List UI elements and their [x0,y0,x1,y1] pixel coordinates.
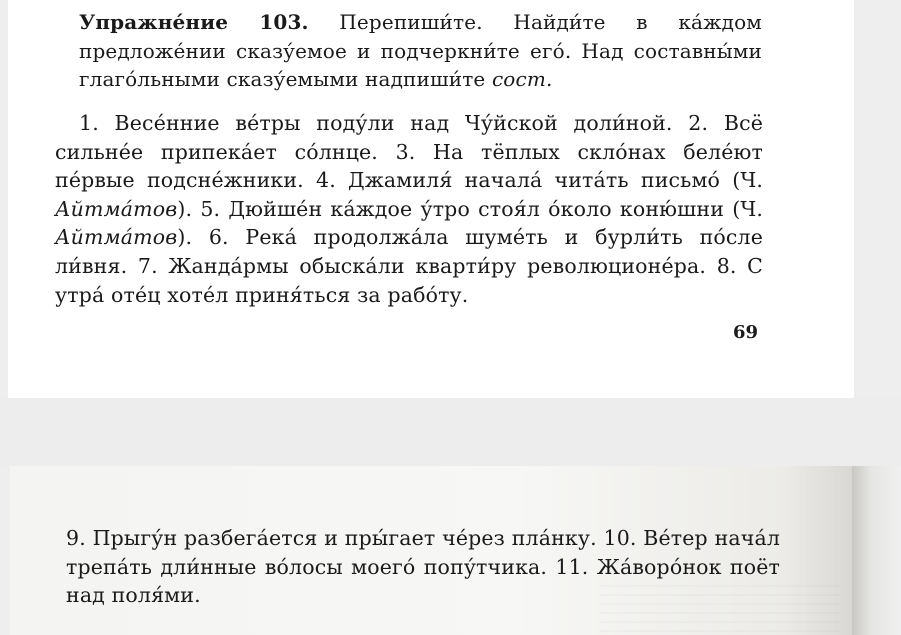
exercise-task-text: Перепиши́те. Найди́те в ка́ждом предложе́нии сказу́емое и подчеркни́те его́. Над составны́ми глаго́льными сказу́емыми надпиши́те [79,10,762,91]
sentence-5-author: Айтма́тов [55,225,178,250]
sentence-9: 9. Прыгу́н разбега́ется и пры́гает че́рез пла́нку. [66,526,597,550]
sentences-block-top [55,109,763,309]
sentence-11: 11. Жа́воро́нок поёт над поля́ми. [66,554,781,608]
page-binding-edge [852,466,901,635]
sentence-10: 10. Ве́тер нача́л трепа́ть дли́нные во́лосы моего́ попу́тчика. [66,526,780,579]
sentence-6: 6. Река́ продолжа́ла шуме́ть и бурли́ть по́сле ли́вня. [55,225,763,278]
page-number: 69 [733,322,759,343]
sentence-1: 1. Весе́нние ве́тры поду́ли над Чу́йской доли́ной. [79,111,673,135]
sentence-5-source-open: (Ч. [732,196,763,221]
sentence-7: 7. Жанда́рмы обыска́ли кварти́ру революционе́ра. [137,253,707,278]
sentence-5: 5. Дюйше́н ка́ждое у́тро стоя́л о́коло коню́шни [200,196,725,221]
sentence-3: 3. На тёплых скло́нах беле́ют пе́рвые подсне́жники. [55,139,763,193]
sentence-4: 4. Джамиля́ начала́ чита́ть письмо́ [316,168,721,193]
sentence-4-source-open: (Ч. [732,168,764,193]
sentence-2: 2. Всё сильне́е припека́ет со́лнце. [55,111,763,164]
sentence-4-source-close: ). [177,196,193,221]
exercise-instructions [79,8,762,94]
sentence-5-source-close: ). [177,225,193,250]
sentence-8: 8. С утра́ оте́ц хоте́л приня́ться за рабо́ту. [55,253,764,307]
page-gap [0,398,901,466]
sentence-4-author: Айтма́тов [55,196,178,221]
exercise-title: Упражне́ние 103. [79,10,309,34]
exercise-abbrev: сост. [491,67,553,91]
sentences-block-bottom [66,524,780,610]
